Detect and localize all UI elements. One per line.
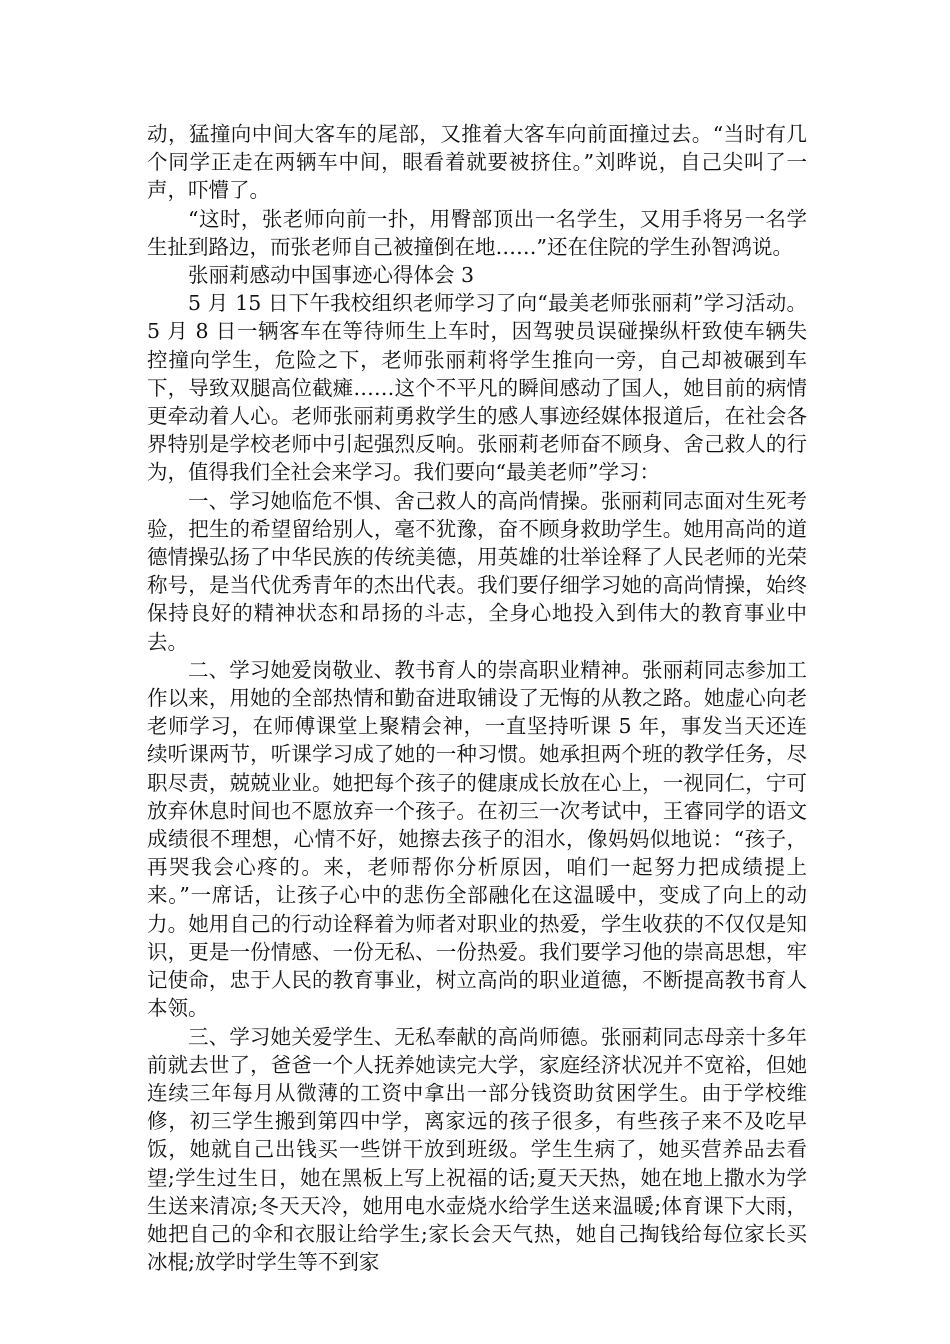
section-heading: 张丽莉感动中国事迹心得体会 3 xyxy=(188,263,475,288)
paragraph-quote-rescue: “这时，张老师向前一扑，用臀部顶出一名学生，又用手将另一名学生扯到路边，而张老师自己被撞倒在地……”还在住院的学生孙智鸿说。 xyxy=(147,206,807,259)
paragraph-point-one: 一、学习她临危不惧、舍己救人的高尚情操。张丽莉同志面对生死考验，把生的希望留给别人，毫不犹豫，奋不顾身救助学生。她用高尚的道德情操弘扬了中华民族的传统美德，用英雄的壮举诠释了人民老师的光荣称号，是当代优秀青年的杰出代表。我们要仔细学习她的高尚情操，始终保持良好的精神状态和昂扬的斗志，全身心地投入到伟大的教育事业中去。 xyxy=(147,488,807,654)
paragraph-continuation: 动，猛撞向中间大客车的尾部，又推着大客车向前面撞过去。“当时有几个同学正走在两辆车中间，眼看着就要被挤住。”刘晔说，自己尖叫了一声，吓懵了。 xyxy=(147,122,807,203)
paragraph-intro: 5 月 15 日下午我校组织老师学习了向“最美老师张丽莉”学习活动。5 月 8 日一辆客车在等待师生上车时，因驾驶员误碰操纵杆致使车辆失控撞向学生，危险之下，老师张丽莉将学生推向一旁，自己却被碾到车下，导致双腿高位截瘫……这个不平凡的瞬间感动了国人，她目前的病情更牵动着人心。老师张丽莉勇救学生的感人事迹经媒体报道后，在社会各界特别是学校老师中引起强烈反响。张丽莉老师奋不顾身、舍己救人的行为，值得我们全社会来学习。我们要向“最美老师”学习： xyxy=(147,291,807,485)
paragraph-point-three: 三、学习她关爱学生、无私奉献的高尚师德。张丽莉同志母亲十多年前就去世了，爸爸一个人抚养她读完大学，家庭经济状况并不宽裕，但她连续三年每月从微薄的工资中拿出一部分钱资助贫困学生。由于学校维修，初三学生搬到第四中学，离家远的孩子很多，有些孩子来不及吃早饭，她就自己出钱买一些饼干放到班级。学生生病了，她买营养品去看望;学生过生日，她在黑板上写上祝福的话;夏天天热，她在地上撒水为学生送来清凉;冬天天冷，她用电水壶烧水给学生送来温暖;体育课下大雨，她把自己的伞和衣服让给学生;家长会天气热，她自己掏钱给每位家长买冰棍;放学时学生等不到家 xyxy=(147,1024,807,1275)
document-body xyxy=(147,120,807,1276)
paragraph-point-two: 二、学习她爱岗敬业、教书育人的崇高职业精神。张丽莉同志参加工作以来，用她的全部热情和勤奋进取铺设了无悔的从教之路。她虚心向老老师学习，在师傅课堂上聚精会神，一直坚持听课 5 年，事发当天还连续听课两节，听课学习成了她的一种习惯。她承担两个班的教学任务，尽职尽责，兢兢业业。她把每个孩子的健康成长放在心上，一视同仁，宁可放弃休息时间也不愿放弃一个孩子。在初三一次考试中，王睿同学的语文成绩很不理想，心情不好，她擦去孩子的泪水，像妈妈似地说：“孩子，再哭我会心疼的。来，老师帮你分析原因，咱们一起努力把成绩提上来。”一席话，让孩子心中的悲伤全部融化在这温暖中，变成了向上的动力。她用自己的行动诠释着为师者对职业的热爱，学生收获的不仅仅是知识，更是一份情感、一份无私、一份热爱。我们要学习他的崇高思想，牢记使命，忠于人民的教育事业，树立高尚的职业道德，不断提高教书育人本领。 xyxy=(147,657,807,1021)
